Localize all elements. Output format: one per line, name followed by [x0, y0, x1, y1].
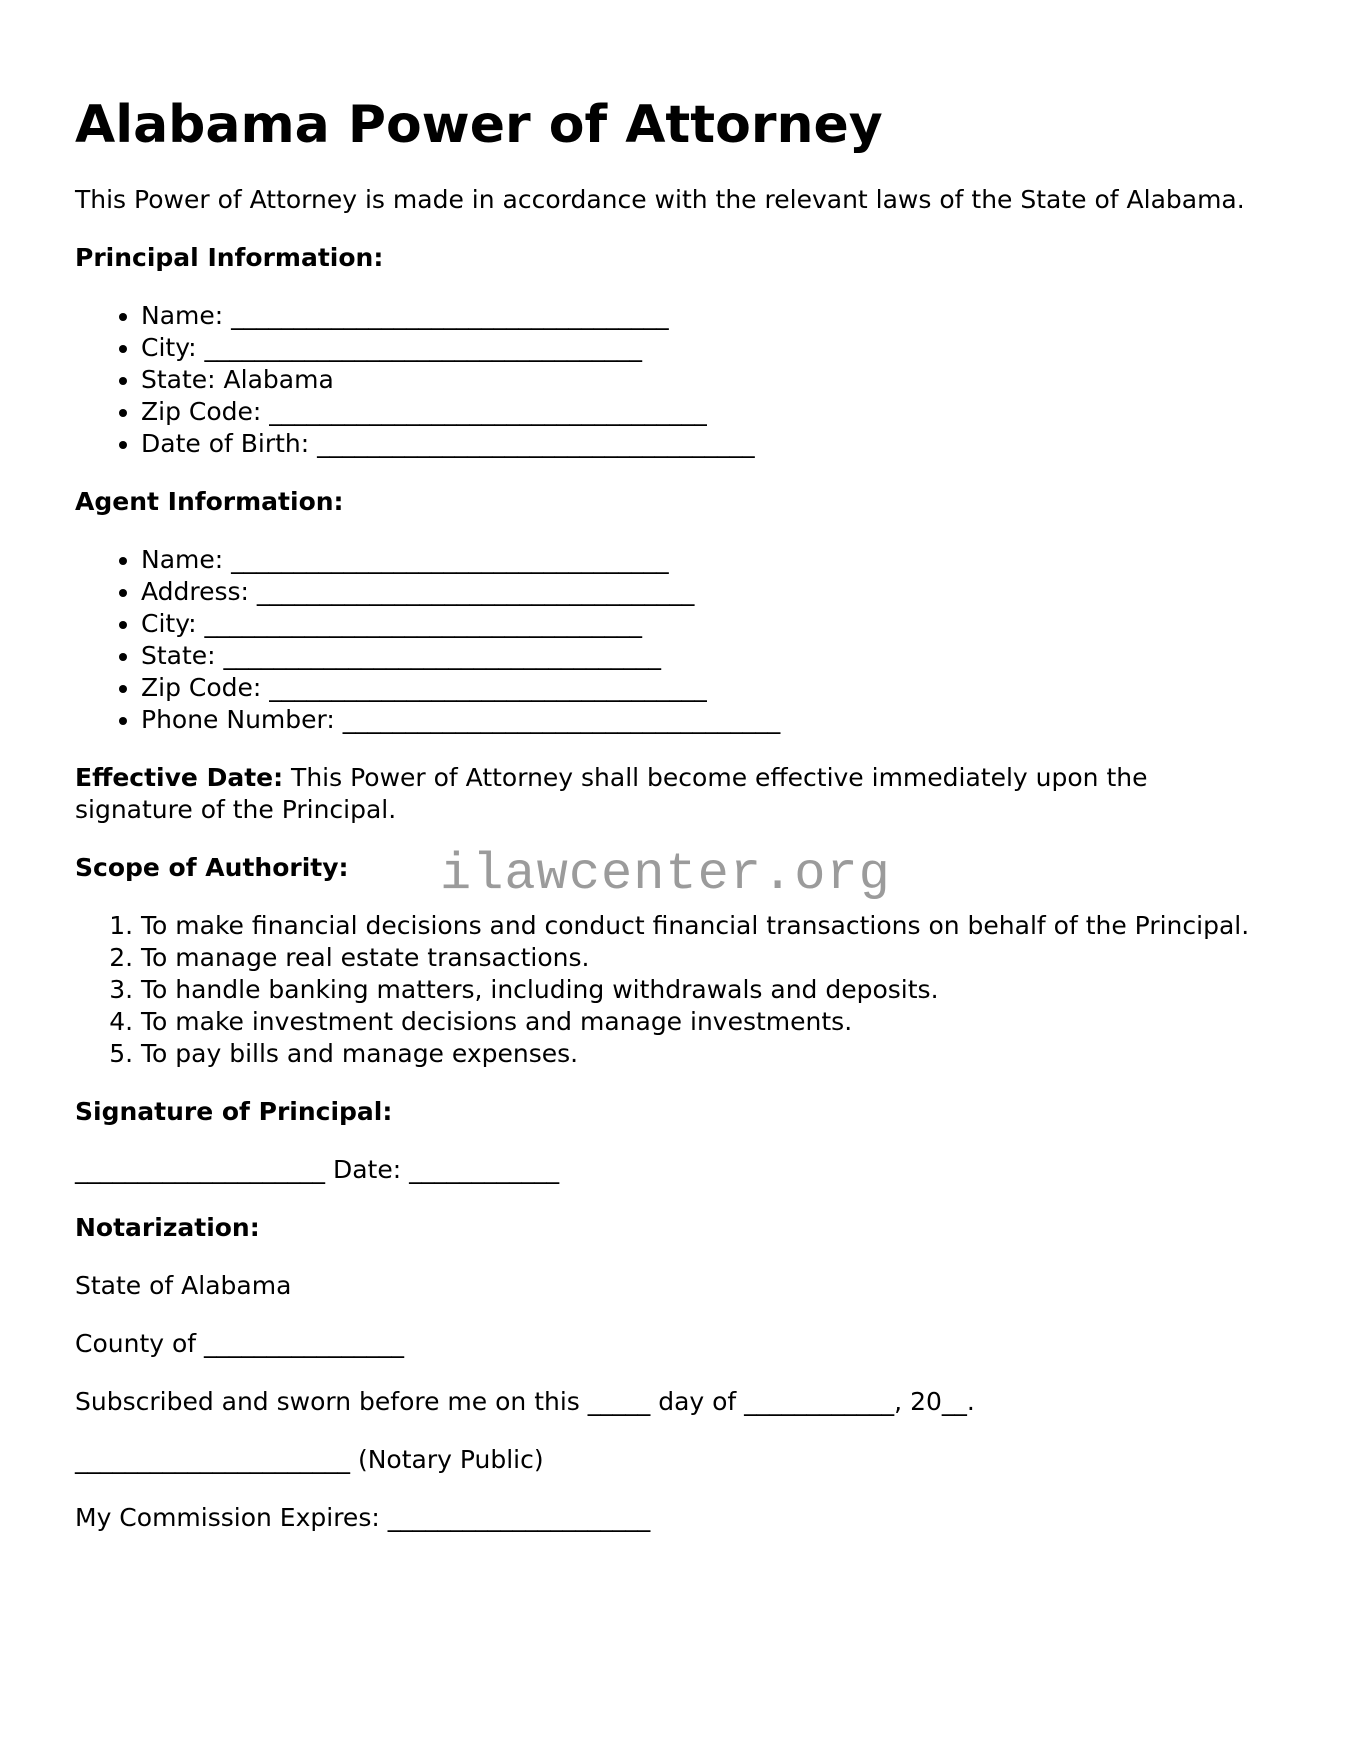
scope-item-banking: 3. To handle banking matters, including withdrawals and deposits. — [141, 974, 1265, 1006]
notary-county: County of ________________ — [75, 1329, 405, 1358]
scope-item-financial: 1. To make financial decisions and conduct financial transactions on behalf of the Principal. — [141, 910, 1265, 942]
notarization-heading: Notarization: — [75, 1213, 260, 1242]
effective-date-text: This Power of Attorney shall become effective immediately upon the signature of the Principal. — [75, 763, 1148, 824]
agent-address-item: • Address: ___________________________________ — [141, 576, 1265, 608]
scope-list — [75, 910, 1265, 1070]
agent-zip-item: • Zip Code: ___________________________________ — [141, 672, 1265, 704]
watermark-text: ilawcenter.org — [440, 845, 891, 904]
intro-paragraph: This Power of Attorney is made in accordance with the relevant laws of the State of Alabama. — [75, 185, 1245, 214]
agent-name-item: • Name: ___________________________________ — [141, 544, 1265, 576]
principal-heading: Principal Information: — [75, 243, 384, 272]
notary-state: State of Alabama — [75, 1271, 292, 1300]
scope-heading: Scope of Authority: — [75, 853, 349, 882]
scope-item-real-estate: 2. To manage real estate transactions. — [141, 942, 1265, 974]
signature-line: ____________________ Date: ____________ — [75, 1155, 560, 1184]
principal-zip-item: • Zip Code: ___________________________________ — [141, 396, 1265, 428]
agent-heading: Agent Information: — [75, 487, 344, 516]
principal-dob-item: • Date of Birth: ___________________________________ — [141, 428, 1265, 460]
scope-item-bills: 5. To pay bills and manage expenses. — [141, 1038, 1265, 1070]
principal-name-item: • Name: ___________________________________ — [141, 300, 1265, 332]
principal-city-item: • City: ___________________________________ — [141, 332, 1265, 364]
notary-public-line: ______________________ (Notary Public) — [75, 1445, 544, 1474]
effective-date-label: Effective Date: — [75, 763, 284, 792]
document-title: Alabama Power of Attorney — [75, 95, 883, 155]
effective-date-paragraph — [75, 762, 1265, 826]
agent-phone-item: • Phone Number: ___________________________________ — [141, 704, 1265, 736]
notary-commission-expires: My Commission Expires: _____________________ — [75, 1503, 651, 1532]
signature-heading: Signature of Principal: — [75, 1097, 393, 1126]
agent-list — [75, 544, 1265, 736]
principal-list — [75, 300, 1265, 460]
principal-state-item: • State: Alabama — [141, 364, 1265, 396]
scope-item-investment: 4. To make investment decisions and manage investments. — [141, 1006, 1265, 1038]
document-page — [75, 92, 1265, 1560]
notary-sworn-statement: Subscribed and sworn before me on this _____ day of ____________, 20__. — [75, 1387, 975, 1416]
agent-city-item: • City: ___________________________________ — [141, 608, 1265, 640]
agent-state-item: • State: ___________________________________ — [141, 640, 1265, 672]
